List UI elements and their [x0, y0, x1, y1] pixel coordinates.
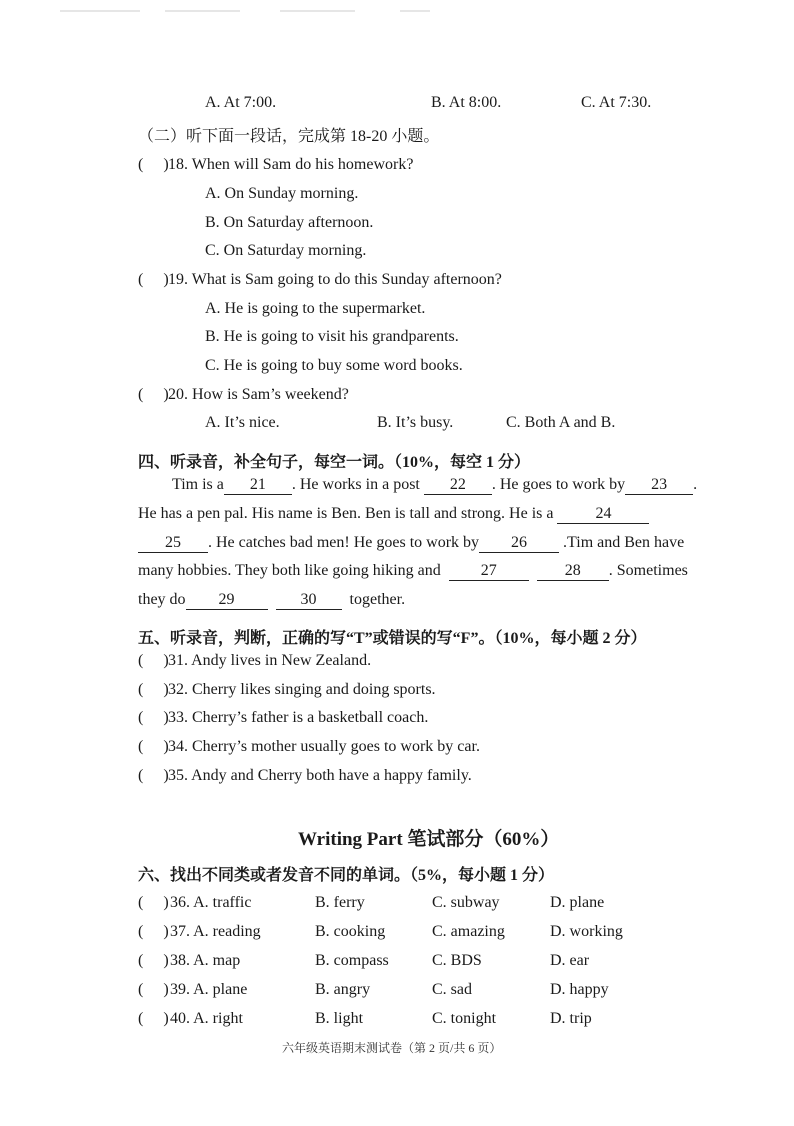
q18-option-c: C. On Saturday morning.	[205, 242, 367, 259]
header-rule	[280, 10, 355, 12]
item-text: 31. Andy lives in New Zealand.	[168, 652, 372, 669]
header-rule	[400, 10, 430, 12]
text: . He works in a post	[291, 476, 420, 493]
answer-paren[interactable]: ( )	[138, 156, 169, 173]
row-38-a: 38. A. map	[170, 952, 241, 969]
text: many hobbies. They both like going hiking and	[138, 562, 441, 579]
row-40-d: D. trip	[550, 1010, 592, 1027]
row-37-c: C. amazing	[432, 923, 505, 940]
answer-paren[interactable]: ( )	[138, 923, 169, 940]
row-40-c: C. tonight	[432, 1010, 497, 1027]
section6-heading: 六、找出不同类或者发音不同的单词。（5%，每小题 1 分）	[138, 867, 555, 884]
text: . Sometimes	[608, 562, 688, 579]
section4-heading: 四、听录音，补全句子，每空一词。（10%，每空 1 分）	[138, 454, 531, 471]
row-39-d: D. happy	[550, 981, 609, 998]
answer-paren[interactable]: ( )	[138, 767, 169, 784]
header-rule	[165, 10, 240, 12]
row-38-d: D. ear	[550, 952, 590, 969]
q17-option-c: C. At 7:30.	[581, 94, 652, 111]
q19-option-a: A. He is going to the supermarket.	[205, 300, 426, 317]
answer-paren[interactable]: ( )	[138, 738, 169, 755]
row-37-d: D. working	[550, 923, 623, 940]
text: He has a pen pal. His name is Ben. Ben is tall and strong. He is a	[138, 505, 554, 522]
q20-option-b: B. It’s busy.	[377, 414, 454, 431]
text: together.	[349, 591, 406, 608]
blank-26[interactable]: 26	[479, 534, 559, 553]
q18-option-a: A. On Sunday morning.	[205, 185, 359, 202]
text: . He goes to work by	[491, 476, 626, 493]
section5-heading: 五、听录音，判断，正确的写“T”或错误的写“F”。（10%，每小题 2 分）	[138, 630, 647, 647]
blank-29[interactable]: 29	[186, 591, 268, 610]
page-footer: 六年级英语期末测试卷（第 2 页/共 6 页）	[282, 1041, 502, 1055]
tf-item-34	[138, 738, 480, 756]
answer-paren[interactable]: ( )	[138, 652, 169, 669]
blank-22[interactable]: 22	[424, 476, 492, 495]
answer-paren[interactable]: ( )	[138, 952, 169, 969]
row-36-a: 36. A. traffic	[170, 894, 252, 911]
cloze-line-2	[138, 505, 649, 524]
header-rule	[60, 10, 140, 12]
tf-item-35	[138, 767, 472, 785]
cloze-line-3	[138, 534, 684, 553]
question-stem: 18. When will Sam do his homework?	[168, 156, 414, 173]
answer-paren[interactable]: ( )	[138, 681, 169, 698]
item-text: 35. Andy and Cherry both have a happy family.	[168, 767, 472, 784]
row-40-b: B. light	[315, 1010, 364, 1027]
tf-item-32	[138, 681, 436, 699]
cloze-line-4	[138, 562, 688, 581]
row-36-c: C. subway	[432, 894, 500, 911]
text: .Tim and Ben have	[563, 534, 685, 551]
item-text: 32. Cherry likes singing and doing sports.	[168, 681, 436, 698]
blank-28[interactable]: 28	[537, 562, 609, 581]
q19-option-c: C. He is going to buy some word books.	[205, 357, 463, 374]
blank-21[interactable]: 21	[224, 476, 292, 495]
blank-25[interactable]: 25	[138, 534, 208, 553]
row-38-c: C. BDS	[432, 952, 482, 969]
answer-paren[interactable]: ( )	[138, 386, 169, 403]
cloze-line-5	[138, 591, 405, 610]
question-20	[138, 386, 349, 404]
answer-paren[interactable]: ( )	[138, 271, 169, 288]
row-40-a: 40. A. right	[170, 1010, 243, 1027]
q17-option-b: B. At 8:00.	[431, 94, 502, 111]
row-37-a: 37. A. reading	[170, 923, 261, 940]
blank-23[interactable]: 23	[625, 476, 693, 495]
row-36-b: B. ferry	[315, 894, 365, 911]
row-39-c: C. sad	[432, 981, 472, 998]
section2-heading: （二）听下面一段话，完成第 18-20 小题。	[138, 128, 440, 145]
writing-part-title: Writing Part 笔试部分（60%）	[298, 829, 560, 850]
item-text: 33. Cherry’s father is a basketball coach.	[168, 709, 429, 726]
row-38-b: B. compass	[315, 952, 389, 969]
tf-item-33	[138, 709, 428, 727]
row-39-a: 39. A. plane	[170, 981, 248, 998]
cloze-line-1	[172, 476, 697, 495]
text: Tim is a	[172, 476, 224, 493]
text: .	[693, 476, 698, 493]
blank-24[interactable]: 24	[557, 505, 649, 524]
q20-option-a: A. It’s nice.	[205, 414, 280, 431]
answer-paren[interactable]: ( )	[138, 981, 169, 998]
blank-27[interactable]: 27	[449, 562, 529, 581]
answer-paren[interactable]: ( )	[138, 894, 169, 911]
q19-option-b: B. He is going to visit his grandparents.	[205, 328, 459, 345]
answer-paren[interactable]: ( )	[138, 1010, 169, 1027]
text: they do	[138, 591, 186, 608]
question-stem: 19. What is Sam going to do this Sunday afternoon?	[168, 271, 502, 288]
item-text: 34. Cherry’s mother usually goes to work by car.	[168, 738, 480, 755]
text: . He catches bad men! He goes to work by	[208, 534, 480, 551]
question-19	[138, 271, 502, 289]
answer-paren[interactable]: ( )	[138, 709, 169, 726]
question-stem: 20. How is Sam’s weekend?	[168, 386, 349, 403]
blank-30[interactable]: 30	[276, 591, 342, 610]
q18-option-b: B. On Saturday afternoon.	[205, 214, 374, 231]
q20-option-c: C. Both A and B.	[506, 414, 616, 431]
question-18	[138, 156, 413, 174]
row-39-b: B. angry	[315, 981, 371, 998]
row-37-b: B. cooking	[315, 923, 386, 940]
row-36-d: D. plane	[550, 894, 605, 911]
q17-option-a: A. At 7:00.	[205, 94, 277, 111]
tf-item-31	[138, 652, 371, 670]
